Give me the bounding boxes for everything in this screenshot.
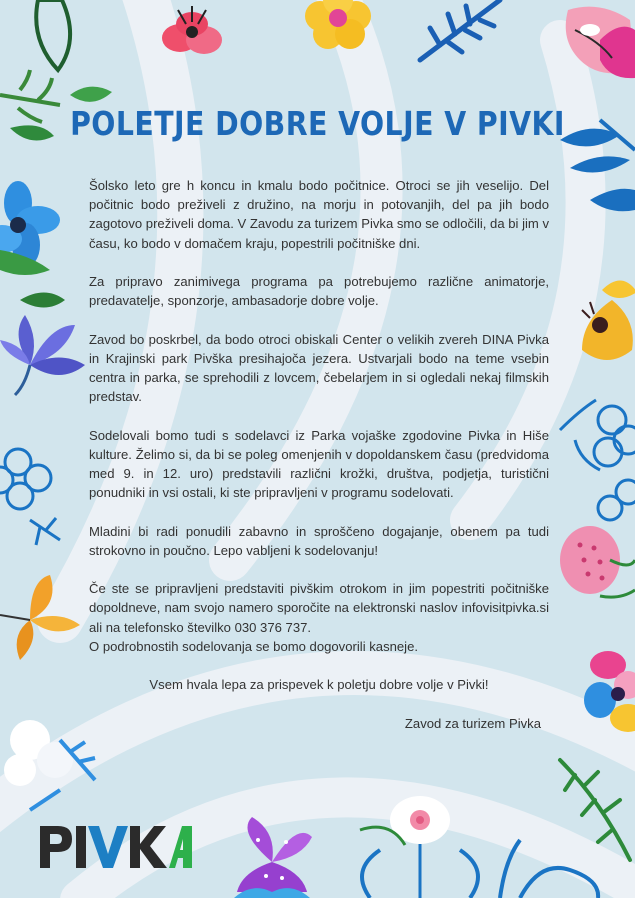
signature: Zavod za turizem Pivka: [404, 715, 541, 731]
paragraph-contact: [89, 579, 549, 656]
contact-text: Če ste se pripravljeni predstaviti pivškim otrokom in jim popestriti počitniške dopoldneve, nam svojo namero sporočite na elektronski naslov infovisitpivka.si ali na telefonsko številko 030 376 737.: [89, 581, 549, 635]
flower-icon: [305, 0, 371, 49]
flower-icon: [560, 526, 635, 597]
flower-icon: [0, 315, 85, 395]
page-title: POLETJE DOBRE VOLJE V PIVKI: [70, 104, 565, 143]
paragraph-cooperation: Sodelovali bomo tudi s sodelavci iz Parka vojaške zgodovine Pivka in Hiše kulture. Želimo si, da bi se poleg omenjenih v dopoldanskem času (predvidoma med 9. in 12. uro) predstavili različni krožki, društva, podjetja, turistični ponudniki in vsi ostali, ki ste pripravljeni v programu sodelovati.: [89, 427, 549, 501]
paragraph-youth: Mladini bi radi ponudili zabavno in sproščeno dogajanje, obenem pa tudi strokovno in poučno. Lepo vabljeni k sodelovanju!: [89, 523, 549, 558]
thanks-line: Vsem hvala lepa za prispevek k poletju dobre volje v Pivki!: [149, 677, 489, 693]
contact-followup: O podrobnostih sodelovanja se bomo dogovorili kasneje.: [89, 638, 419, 654]
pivka-logo: [36, 822, 196, 872]
letter-body: [89, 176, 549, 752]
fern-icon: [420, 0, 500, 60]
flower-icon: [0, 449, 60, 545]
paragraph-program: Zavod bo poskrbel, da bodo otroci obiskali Center o velikih zvereh DINA Pivka in Krajinski park Pivška presihajoča jezera. Ustvarjali bodo na teme vsebin centra in parka, se sprehodili z lovcem, čebelarjem in si ogledali nekaj filmskih predstav.: [89, 331, 549, 405]
paragraph-needs: Za pripravo zanimivega programa pa potrebujemo različne animatorje, predavatelje, sponzorje, ambasadorje dobre volje.: [89, 274, 549, 309]
paragraph-intro: Šolsko leto gre h koncu in kmalu bodo počitnice. Otroci se jih veselijo. Del počitnic bodo preživeli z družino, na morju in potovanjih, del pa jih bodo zagotovo preživeli doma. V Zavodu za turizem Pivka smo se odločili, da bi jim v času, ko bodo v domačem kraju, popestrili počitniške dni.: [89, 178, 549, 251]
flower-icon: [560, 400, 635, 520]
